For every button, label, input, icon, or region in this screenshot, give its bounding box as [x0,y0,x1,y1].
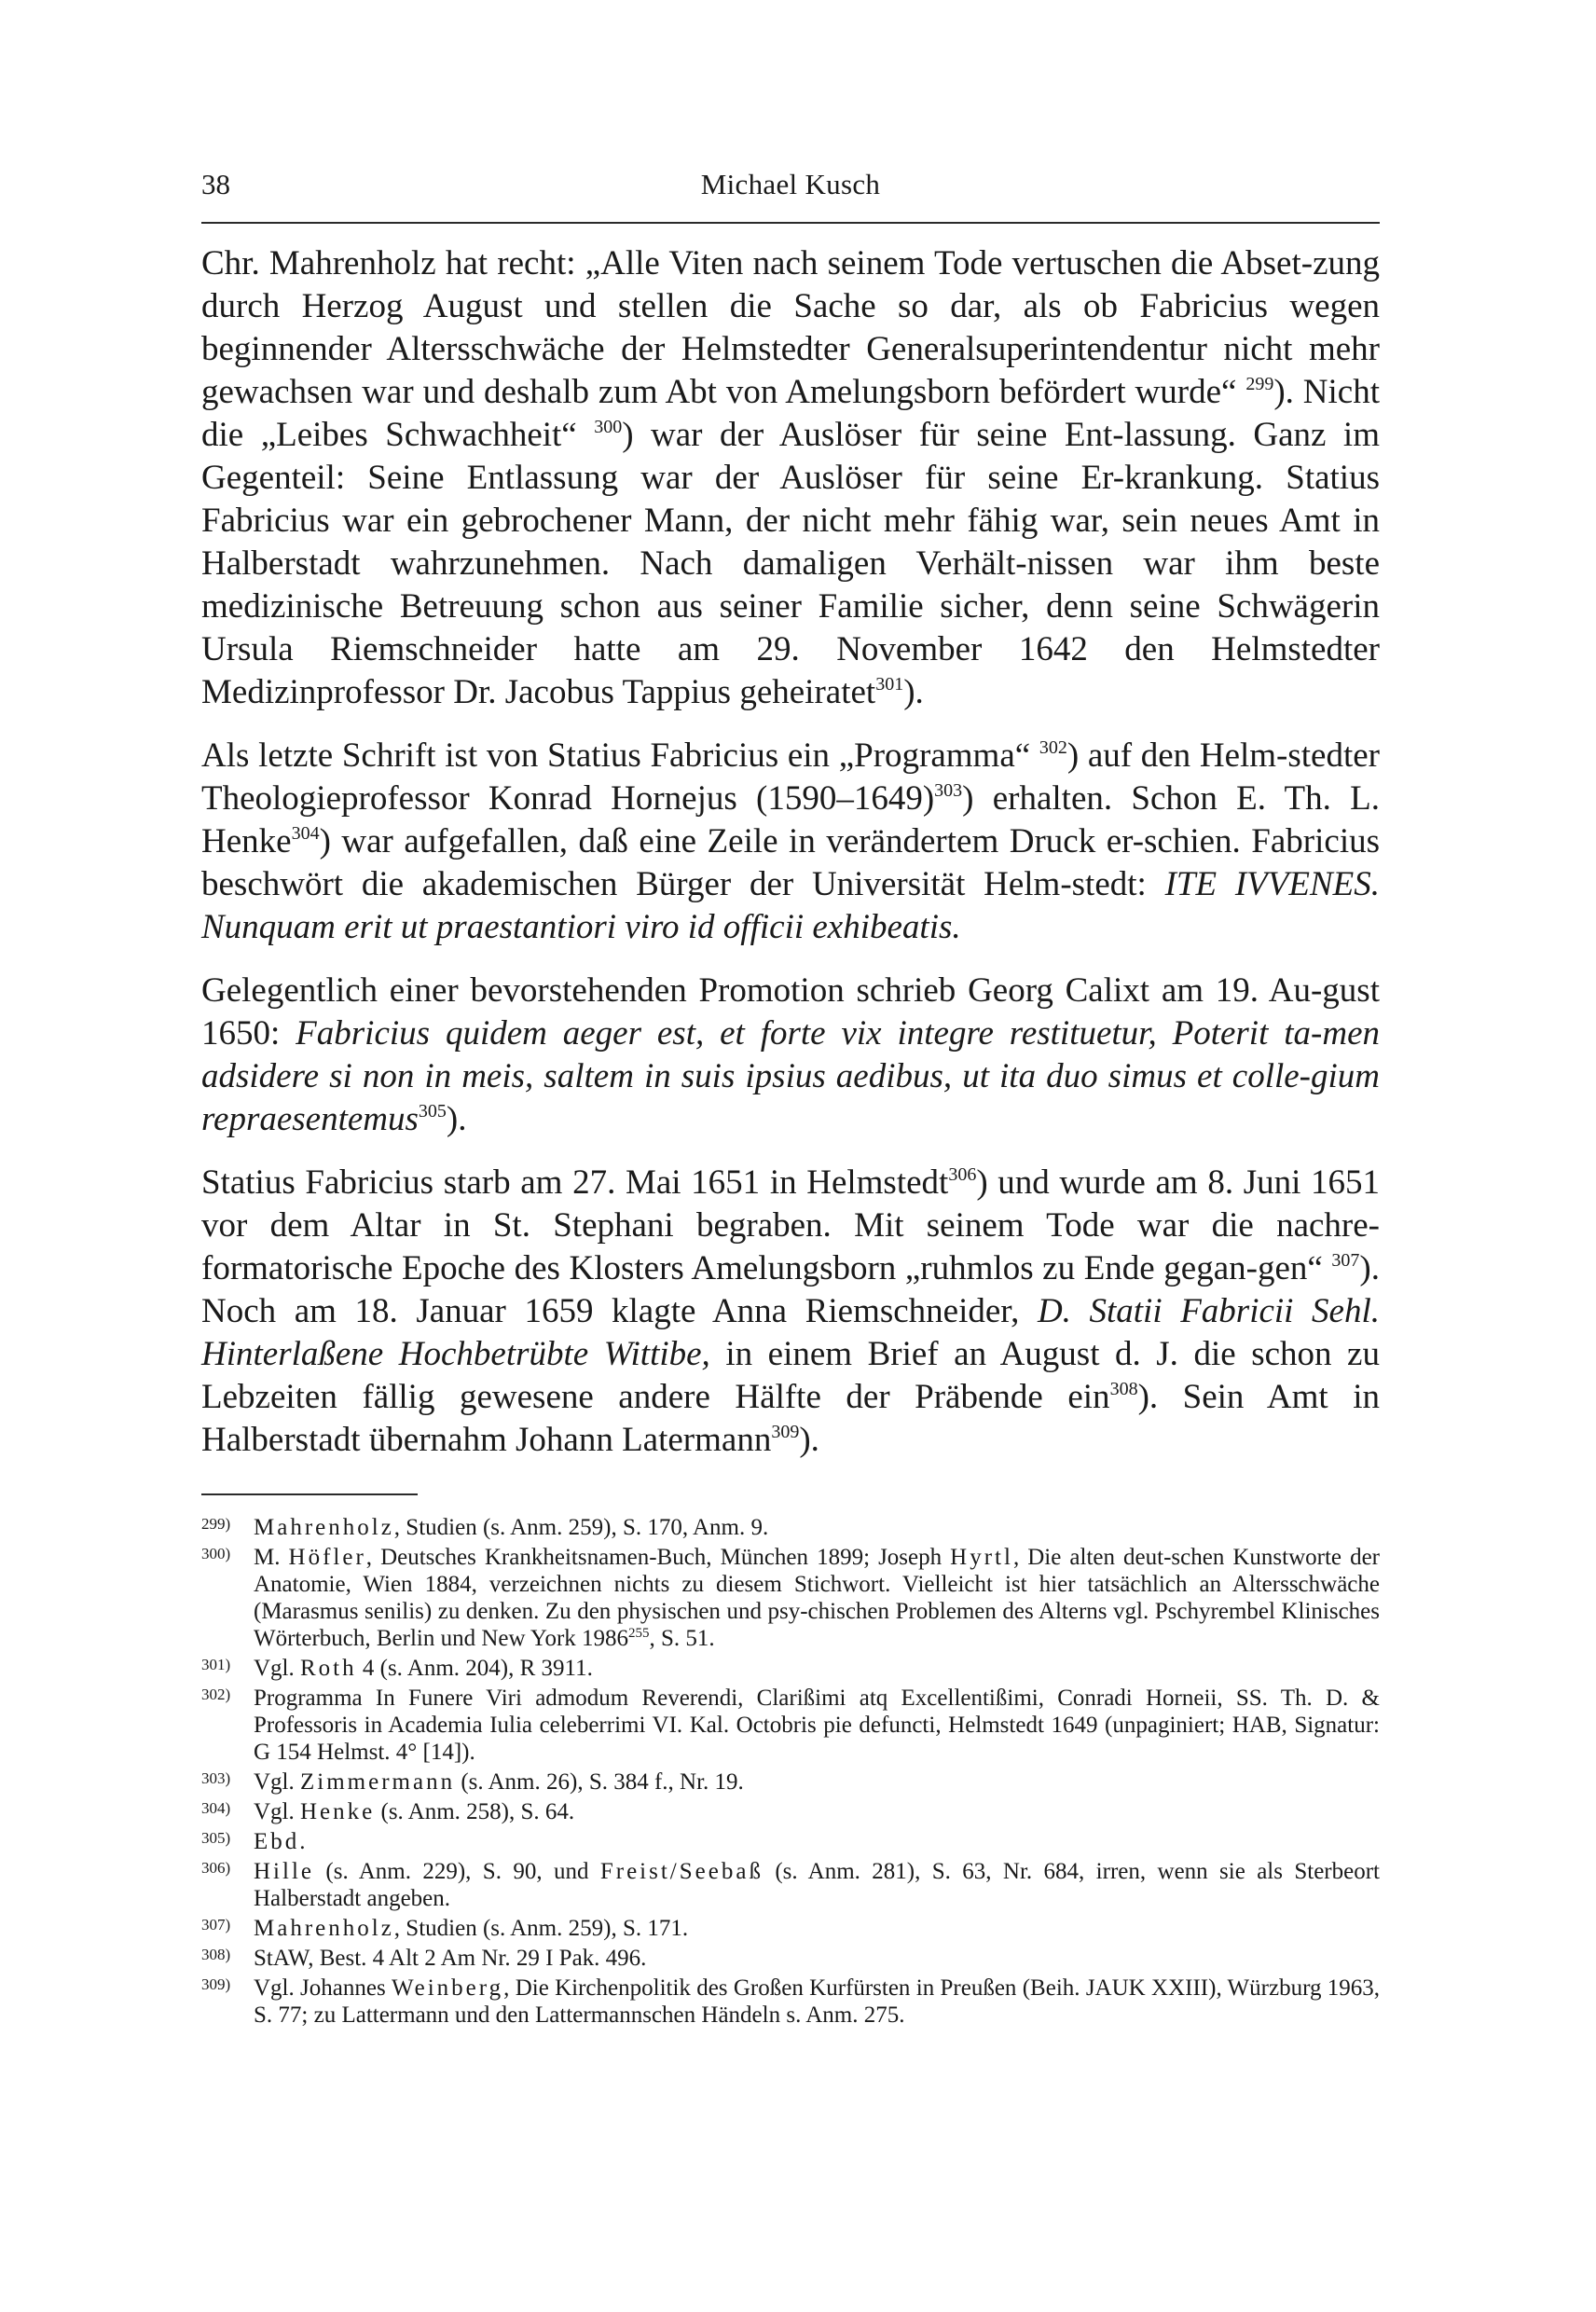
text-segment: , Die Kirchenpolitik des Großen Kurfürsten in Preußen (Beih. JAUK XXIII), Würzburg 1963, S. 77; zu Lattermann und den Lattermannschen Händeln s. Anm. 275. [254,1975,1380,2028]
footnote-item [201,1915,1380,1942]
text-segment: Henke [300,1799,376,1824]
text-segment: ) war aufgefallen, daß eine Zeile in verändertem Druck er-schien. Fabricius beschwört die akademischen Bürger der Universität Helm-stedt: [201,822,1380,903]
text-segment: Ebd. [254,1829,309,1854]
footnote-text [254,1798,1380,1825]
text-segment: Höfler [288,1545,366,1570]
footnote-reference: 299 [1245,374,1274,394]
text-segment: Vgl. Johannes [254,1975,392,2001]
text-segment: Vgl. [254,1769,300,1795]
footnote-item [201,1514,1380,1541]
footnote-text [254,1514,1380,1541]
footnote-reference: 309 [771,1422,800,1442]
footnote-text [254,1544,1380,1652]
text-segment: ) auf den Helm-stedter Theologieprofessor Konrad Hornejus (1590–1649) [201,736,1380,818]
text-segment: ). Noch am 18. Januar 1659 klagte Anna Riemschneider, [201,1249,1380,1330]
text-segment: ). [446,1100,467,1138]
footnote-text [254,1915,1380,1942]
paragraph [201,242,1380,714]
text-segment: , Die alten deut-schen Kunstworte der Anatomie, Wien 1884, verzeichnen nichts zu diesem Stichwort. Vielleicht ist hier tatsächlich an Altersschwäche (Marasmus senilis) zu denken. Zu den physischen und psy-chischen Problemen des Alterns vgl. Pschyrembel Klinisches Wörterbuch, Berlin und New York 1986 [254,1545,1380,1651]
paragraph [201,970,1380,1141]
footnote-text [254,1975,1380,2029]
text-segment: ). [799,1421,819,1459]
footnote-text [254,1945,1380,1972]
text-segment: ) erhalten. Schon E. Th. L. Henke [201,779,1380,860]
text-segment: ). Nicht die „Leibes Schwachheit“ [201,373,1381,454]
footnote-number: 300) [201,1545,231,1562]
footnote-item [201,1858,1380,1912]
text-segment: (s. Anm. 281), S. 63, Nr. 684, irren, wenn sie als Sterbeort Halberstadt angeben. [254,1859,1380,1911]
text-segment: D. Statii Fabricii Sehl. Hinterlaßene Hochbetrübte Wittibe, [201,1292,1380,1373]
text-segment: Als letzte Schrift ist von Statius Fabricius ein „Programma“ [201,736,1039,775]
text-segment: , Studien (s. Anm. 259), S. 171. [393,1916,689,1941]
footnote-item [201,1798,1380,1825]
text-segment: Vgl. [254,1799,300,1824]
text-segment: ITE IVVENES. Nunquam erit ut praestantiori viro id officii exhibeatis. [201,865,1380,946]
footnote-reference: 304 [291,823,320,844]
footnote-number: 307) [201,1916,231,1934]
footnote-reference: 255 [628,1626,650,1641]
footnote-reference: 302 [1039,737,1067,758]
document-page [201,168,1380,2031]
text-segment: Vgl. [254,1656,300,1681]
text-segment: Zimmermann [300,1769,456,1795]
text-segment: Chr. Mahrenholz hat recht: „Alle Viten nach seinem Tode vertuschen die Abset-zung durch Herzog August und stellen die Sache so dar, als ob Fabricius wegen beginnender Altersschwäche der Helmstedter Generalsuperintendentur nicht mehr gewachsen war und deshalb zum Abt von Amelungsborn befördert wurde“ [201,244,1380,411]
footnote-item [201,1975,1380,2029]
text-segment: M. [254,1545,289,1570]
text-segment: ) war der Auslöser für seine Ent-lassung. Ganz im Gegenteil: Seine Entlassung war der Auslöser für seine Er-krankung. Statius Fabricius war ein gebrochener Mann, der nicht mehr fähig war, sein neues Amt in Halberstadt wahrzunehmen. Nach damaligen Verhält-nissen war ihm beste medizinische Betreuung schon aus seiner Familie sicher, denn seine Schwägerin Ursula Riemschneider hatte am 29. November 1642 den Helmstedter Medizinprofessor Dr. Jacobus Tappius geheiratet [201,416,1380,711]
text-segment: ). Sein Amt in Halberstadt übernahm Johann Latermann [201,1378,1381,1459]
text-segment: (s. Anm. 229), S. 90, und [314,1859,600,1884]
footnote-item [201,1768,1380,1796]
text-segment: Programma In Funere Viri admodum Reverendi, Clarißimi atq Excellentißimi, Conradi Horneii, SS. Th. D. & Professoris in Academia Iulia celeberrimi VI. Kal. Octobris pie defuncti, Helmstedt 1649 (unpaginiert; HAB, Signatur: G 154 Helmst. 4° [14]). [254,1686,1380,1765]
running-title: Michael Kusch [700,168,881,200]
text-segment: ) und wurde am 8. Juni 1651 vor dem Altar in St. Stephani begraben. Mit seinem Tode war die nachre-formatorische Epoche des Klosters Amelungsborn „ruhmlos zu Ende gegan-gen“ [201,1163,1380,1287]
footnote-reference: 300 [594,417,623,437]
footnote-text [254,1768,1380,1796]
text-segment: Mahrenholz [254,1515,394,1540]
text-segment: (s. Anm. 258), S. 64. [375,1799,575,1824]
text-segment: Freist/Seebaß [599,1859,764,1884]
footnote-text [254,1685,1380,1766]
footnote-number: 301) [201,1656,231,1673]
main-text [201,242,1380,1462]
text-segment: Fabricius quidem aeger est, et forte vix integre restituetur, Poterit ta-men adsidere si non in meis, saltem in suis ipsius aedibus, ut ita duo simus et colle-gium repraesentemus [201,1014,1380,1138]
page-number: 38 [201,168,230,200]
paragraph [201,1162,1380,1462]
text-segment: in einem Brief an August d. J. die schon zu Lebzeiten fällig gewesene andere Hälfte der Präbende ein [201,1335,1380,1416]
footnote-reference: 307 [1331,1250,1360,1271]
footnote-reference: 303 [934,780,963,801]
footnote-item [201,1945,1380,1972]
footnote-item [201,1655,1380,1682]
footnote-item [201,1544,1380,1652]
footnote-text [254,1858,1380,1912]
footnote-number: 302) [201,1686,231,1703]
footnote-number: 309) [201,1975,231,1993]
text-segment: ). [903,673,924,711]
footnote-number: 308) [201,1946,231,1963]
paragraph [201,735,1380,949]
footnote-number: 306) [201,1859,231,1877]
text-segment: Gelegentlich einer bevorstehenden Promotion schrieb Georg Calixt am 19. Au-gust 1650: [201,971,1380,1053]
footnote-text [254,1655,1380,1682]
footnote-reference: 301 [875,674,904,695]
text-segment: , Studien (s. Anm. 259), S. 170, Anm. 9. [393,1515,769,1540]
text-segment: , S. 51. [649,1626,715,1651]
footnote-item [201,1685,1380,1766]
text-segment: , Deutsches Krankheitsnamen-Buch, München 1899; Joseph [365,1545,951,1570]
footnotes [201,1514,1380,2029]
footnote-number: 305) [201,1829,231,1847]
text-segment: 4 (s. Anm. 204), R 3911. [356,1656,593,1681]
running-header [201,168,1380,224]
footnote-reference: 305 [418,1101,447,1122]
footnote-divider [201,1493,418,1495]
footnote-reference: 306 [948,1164,977,1185]
footnote-number: 303) [201,1769,231,1787]
text-segment: Roth [300,1656,357,1681]
text-segment: Hille [254,1859,314,1884]
text-segment: (s. Anm. 26), S. 384 f., Nr. 19. [455,1769,744,1795]
footnote-reference: 308 [1109,1379,1138,1399]
footnote-number: 304) [201,1799,231,1817]
footnote-number: 299) [201,1515,231,1533]
text-segment: Statius Fabricius starb am 27. Mai 1651 in Helmstedt [201,1163,949,1202]
footnote-item [201,1828,1380,1855]
footnote-text [254,1828,1380,1855]
text-segment: Mahrenholz [254,1916,394,1941]
text-segment: Hyrtl [950,1545,1013,1570]
text-segment: StAW, Best. 4 Alt 2 Am Nr. 29 I Pak. 496. [254,1946,647,1971]
text-segment: Weinberg [392,1975,504,2001]
